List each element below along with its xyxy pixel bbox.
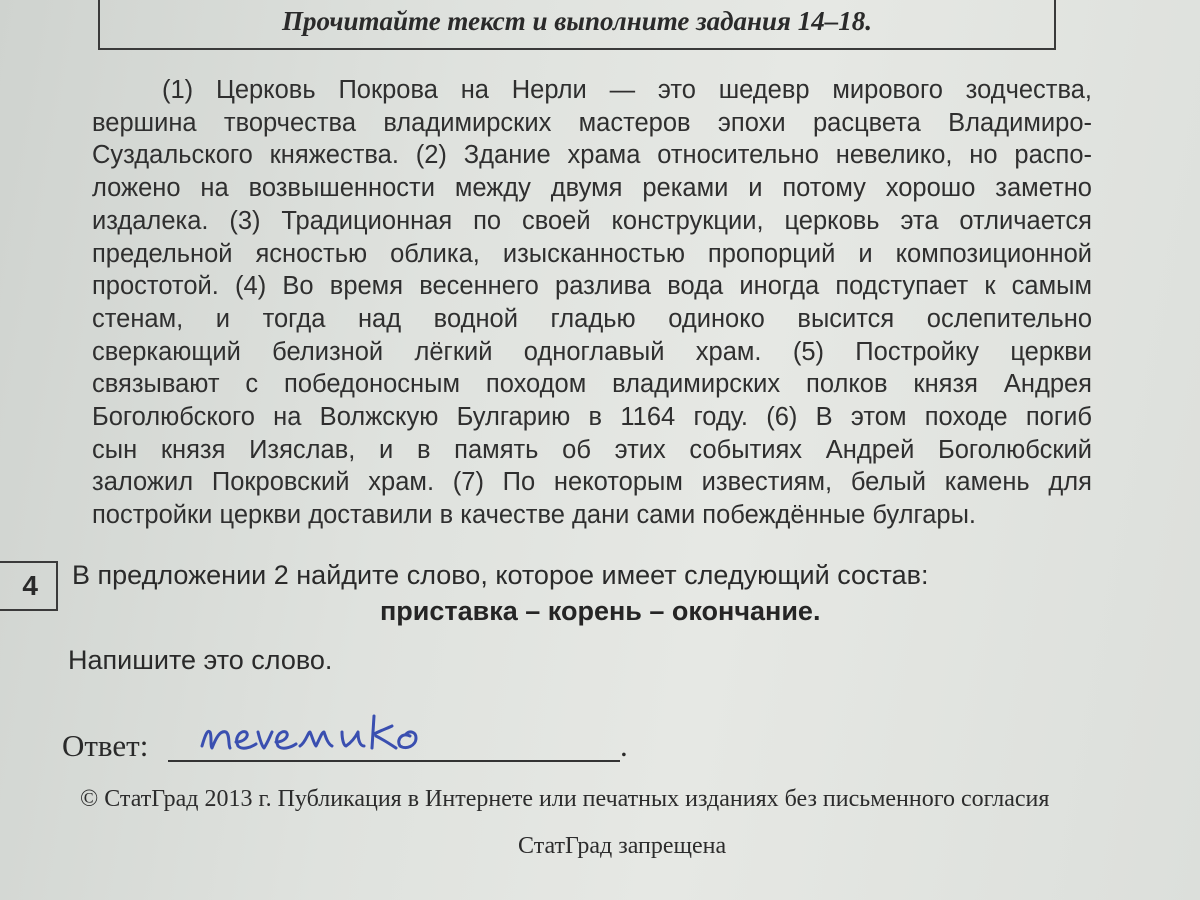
passage-line: Суздальского княжества. (2) Здание храма относительно невелико, но распо-	[92, 141, 1092, 170]
handwritten-answer	[196, 702, 576, 762]
passage-line: вершина творчества владимирских мастеров эпохи расцвета Владимиро-	[92, 108, 1092, 137]
copyright-notice-line2: СтатГрад запрещена	[518, 833, 727, 859]
passage-line: ложено на возвышенности между двумя реками и потому хорошо заметно	[92, 174, 1092, 203]
passage-line: связывают с победоносным походом владимирских полков князя Андрея	[92, 370, 1092, 399]
task-instruction: Напишите это слово.	[68, 645, 333, 675]
passage-line: предельной ясностью облика, изысканностью пропорций и композиционной	[92, 239, 1092, 268]
word-structure: приставка – корень – окончание.	[380, 596, 821, 626]
passage-line: сын князя Изяслав, и в память об этих событиях Андрей Боголюбский	[92, 435, 1092, 464]
reading-passage	[92, 74, 1092, 532]
task-number: 4	[0, 561, 58, 611]
passage-line: постройки церкви доставили в качестве дани сами побеждённые булгары.	[92, 501, 976, 530]
passage-line: издалека. (3) Традиционная по своей конструкции, церковь эта отличается	[92, 206, 1092, 235]
instruction-header-box	[98, 0, 1056, 50]
passage-line: (1) Церковь Покрова на Нерли — это шедевр мирового зодчества,	[162, 76, 1092, 104]
task-question: В предложении 2 найдите слово, которое имеет следующий состав:	[72, 560, 929, 590]
passage-line: сверкающий белизной лёгкий одноглавый храм. (5) Постройку церкви	[92, 337, 1092, 366]
passage-line: Боголюбского на Волжскую Булгарию в 1164 году. (6) В этом походе погиб	[92, 403, 1092, 432]
passage-line: стенам, и тогда над водной гладью одиноко высится ослепительно	[92, 304, 1092, 333]
answer-period: .	[620, 728, 628, 763]
copyright-notice: © СтатГрад 2013 г. Публикация в Интернете или печатных изданиях без письменного согласия	[80, 786, 1050, 812]
passage-line: заложил Покровский храм. (7) По некоторым известиям, белый камень для	[92, 468, 1092, 497]
instruction-header: Прочитайте текст и выполните задания 14–18.	[282, 6, 872, 36]
answer-label: Ответ:	[62, 728, 149, 763]
passage-line: простотой. (4) Во время весеннего разлива вода иногда подступает к самым	[92, 272, 1092, 301]
